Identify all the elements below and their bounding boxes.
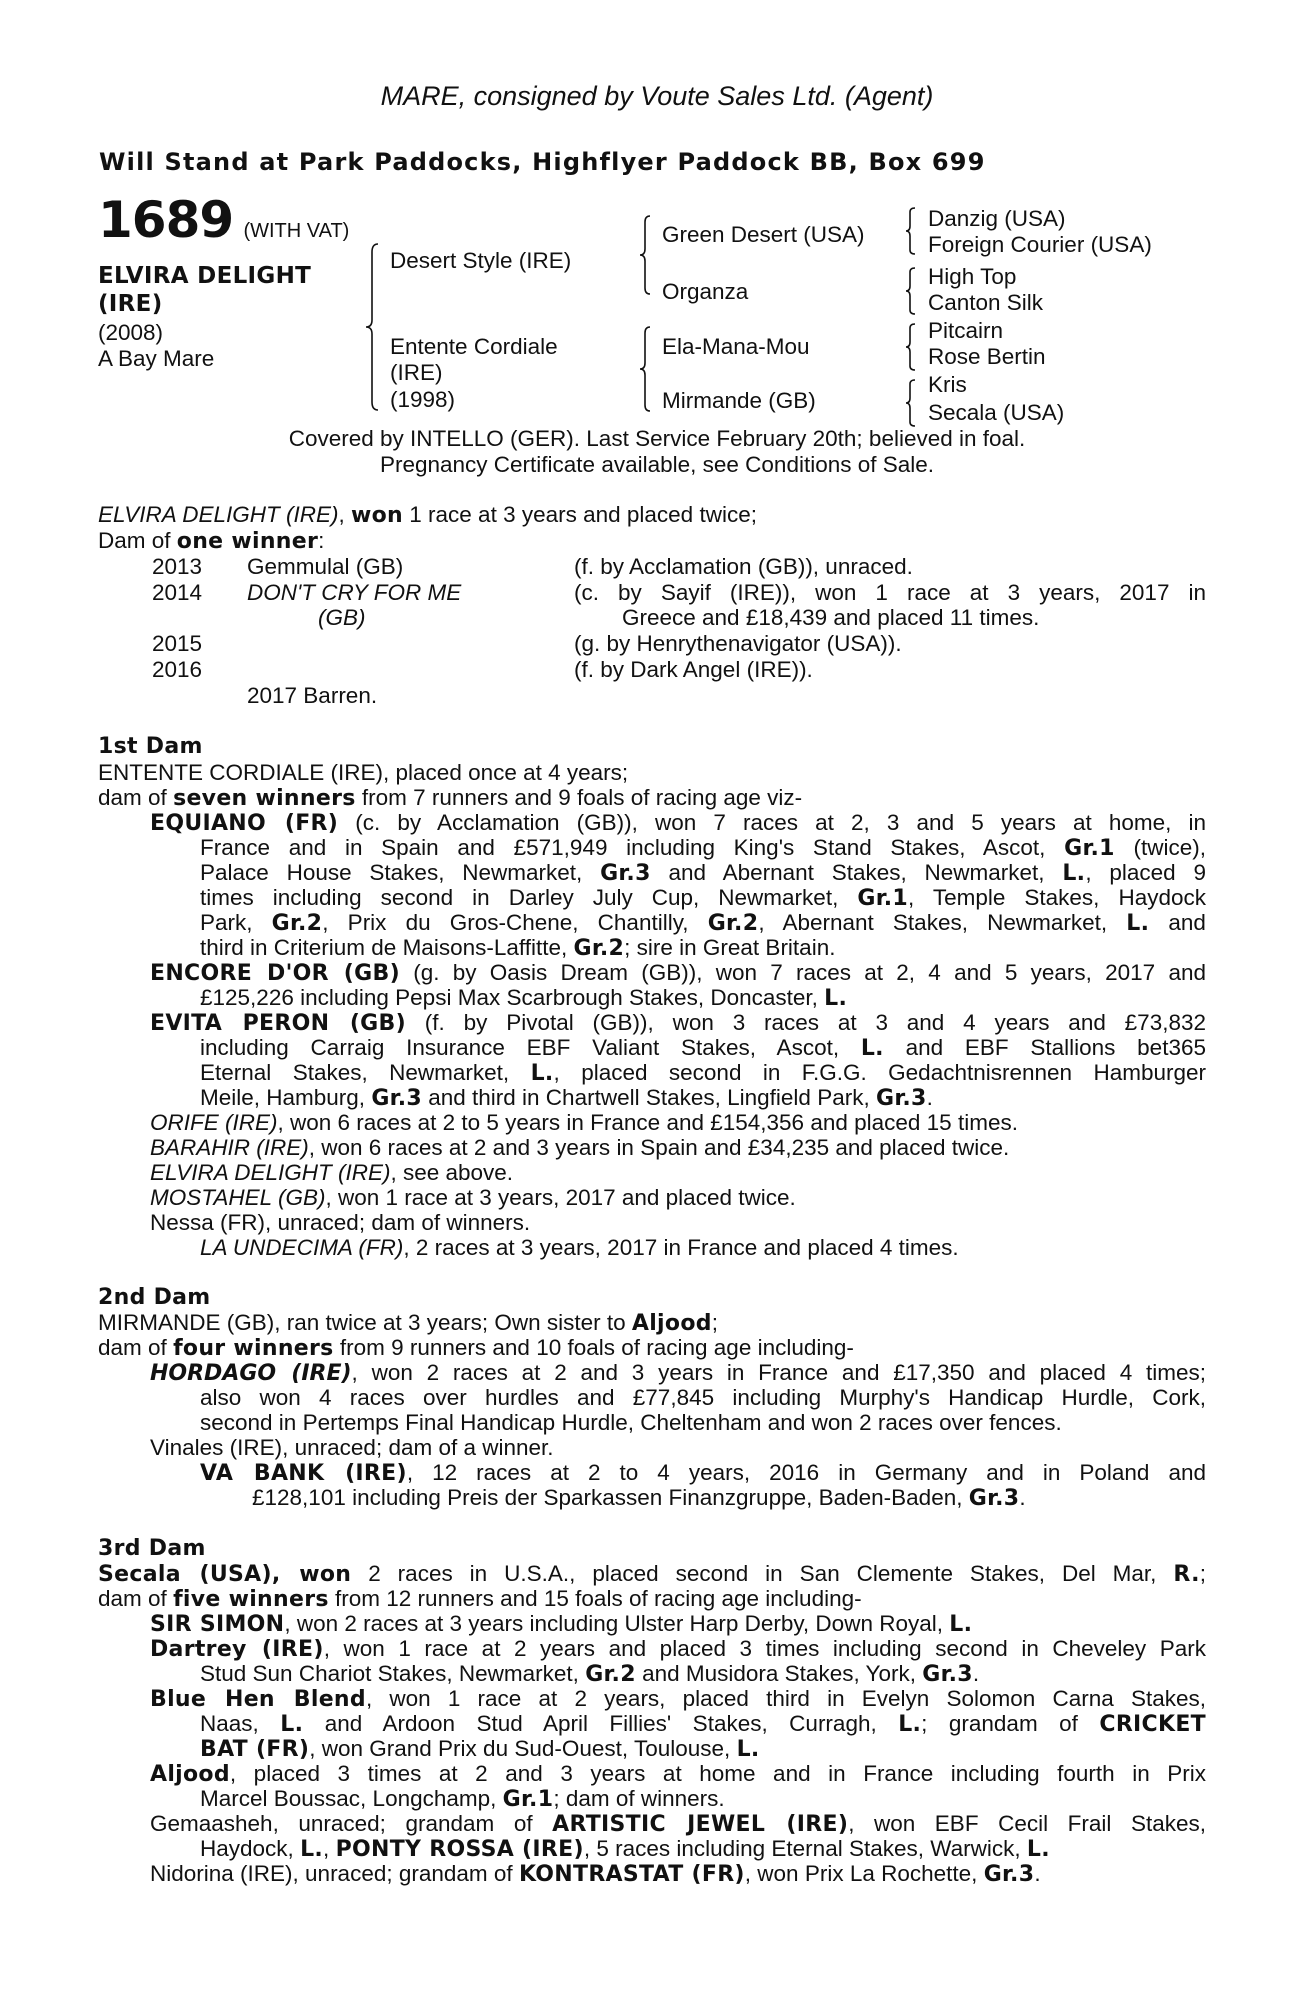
produce-details-cont: Greece and £18,439 and placed 11 times. [622,605,1040,630]
horse-name: EVITA PERON (GB) [150,1011,406,1036]
nidorina-line [150,1861,1041,1888]
dartrey-line-2 [200,1661,979,1688]
record-text: 2 races in U.S.A., placed second in San Clemente Stakes, Del Mar, [368,1561,1157,1586]
listed: L. [300,1837,324,1862]
produce-year: 2015 [152,631,203,656]
hordago-line-3: second in Pertemps Final Handicap Hurdle, Cheltenham and won 2 races over fences. [200,1410,1062,1435]
hordago-line-1 [150,1360,1206,1387]
grade: Gr.3 [968,1486,1020,1511]
evita-line-4 [200,1085,933,1112]
record-text: £128,101 including Preis der Sparkassen Finanzgruppe, Baden-Baden, [252,1485,963,1510]
sire: Desert Style (IRE) [390,248,572,273]
record-text: Gemaasheh, unraced; grandam of [150,1811,533,1836]
winner-count: seven winners [173,786,356,811]
record-text: , won 6 races at 2 to 5 years in France and £154,356 and placed 15 times. [277,1110,1018,1135]
horse-name: PONTY ROSSA (IRE) [335,1837,584,1862]
aljood-line-2 [200,1786,725,1813]
restricted: R. [1173,1562,1200,1587]
offspring-mostahel [150,1185,796,1211]
listed: L. [898,1712,922,1737]
produce-details: (c. by Sayif (IRE)), won 1 race at 3 years, 2017 in [574,580,1206,605]
grade: Gr.3 [922,1662,973,1687]
pedigree-brace-g3 [904,322,920,372]
dam-of-label: dam of [98,1586,167,1611]
record-text: , 5 races including Eternal Stakes, Warwick, [583,1836,1021,1861]
horse-name: LA UNDECIMA (FR) [200,1235,404,1260]
horse-name: ENCORE D'OR (GB) [150,961,400,986]
first-dam-line: ENTENTE CORDIALE (IRE), placed once at 4 years; [98,760,629,785]
second-dam-line [98,1310,718,1337]
runners-text: from 12 runners and 15 foals of racing age including- [335,1586,862,1611]
equiano-line-6 [200,935,835,962]
record-text: , won Grand Prix du Sud-Ouest, Toulouse, [309,1736,731,1761]
record-text: times including second in Darley July Cup, Newmarket, [200,885,839,910]
listed: L. [1062,861,1086,886]
second-dam-heading: 2nd Dam [98,1285,211,1310]
record-text: (twice), [1133,835,1206,860]
record-text: , won 6 races at 2 and 3 years in Spain and £34,235 and placed twice. [308,1135,1010,1160]
record-text: , won Prix La Rochette, [744,1861,978,1886]
listed: L. [736,1737,760,1762]
record-text: (f. by Pivotal (GB)), won 3 races at 3 and 4 years and £73,832 [424,1010,1206,1035]
barren-note: 2017 Barren. [247,683,378,708]
pedigree-brace-dam [638,325,656,413]
record-text: Palace House Stakes, Newmarket, [200,860,583,885]
listed: L. [860,1036,884,1061]
grandsire-1: Danzig (USA) [928,206,1066,231]
record-text: Eternal Stakes, Newmarket, [200,1060,510,1085]
horse-name: HORDAGO (IRE) [150,1361,352,1386]
horse-name: VA BANK (IRE) [200,1461,407,1486]
vinales-line: Vinales (IRE), unraced; dam of a winner. [150,1435,554,1460]
bluehen-line-1 [150,1686,1206,1713]
horse-name: EQUIANO (FR) [150,811,339,836]
hordago-line-2: also won 4 races over hurdles and £77,845 including Murphy's Handicap Hurdle, Cork, [200,1385,1206,1410]
grandsire-2: High Top [928,264,1017,289]
dam-of-label: Dam of [98,528,171,553]
horse-name: Blue Hen Blend [150,1687,366,1712]
vat-note: (WITH VAT) [243,220,350,242]
equiano-line-3 [200,860,1206,887]
mare-name: ELVIRA DELIGHT (IRE) [98,502,339,527]
dam-of-label: dam of [98,785,167,810]
won-label: , won [271,1562,352,1587]
dam-name: Entente Cordiale [390,334,558,359]
mare-record: ELVIRA DELIGHT (IRE), won 1 race at 3 years and placed twice; [98,502,757,528]
horse-name: Dartrey (IRE) [150,1637,324,1662]
evita-line-1 [150,1010,1206,1037]
grade: Gr.1 [857,886,908,911]
pedigree-brace-main [364,242,384,412]
vabank-line-2 [252,1485,1026,1512]
produce-name: Gemmulal (GB) [247,554,404,579]
sire-dam: Organza [662,279,749,304]
produce-name: DON'T CRY FOR ME [247,580,462,605]
record-text: ; sire in Great Britain. [624,935,836,960]
record-text: , Temple Stakes, Haydock [907,885,1206,910]
record-text: third in Criterium de Maisons-Laffitte, [200,935,568,960]
listed: L. [949,1612,973,1637]
grade: Gr.1 [1064,836,1115,861]
winner-count: five winners [173,1587,329,1612]
first-dam-heading: 1st Dam [98,734,203,759]
horse-name: ELVIRA DELIGHT (IRE) [150,1160,391,1185]
third-dam-summary [98,1586,862,1613]
record-text: , placed 3 times at 2 and 3 years at home and in France including fourth in Prix [229,1761,1206,1786]
listed: L. [1126,911,1150,936]
grade: Gr.3 [371,1086,422,1111]
record-text: and third in Chartwell Stakes, Lingfield Park, [428,1085,870,1110]
winner-count: four winners [173,1336,334,1361]
record-text: and EBF Stallions bet365 [905,1035,1206,1060]
horse-name: Aljood [631,1311,712,1336]
record-text: , Prix du Gros-Chene, Chantilly, [322,910,689,935]
produce-details: (f. by Dark Angel (IRE)). [574,657,813,682]
record-text: Naas, [200,1711,259,1736]
equiano-line-4 [200,885,1206,912]
granddam-3: Rose Bertin [928,344,1046,369]
produce-name-suffix: (GB) [318,605,366,630]
record-text: , won EBF Cecil Frail Stakes, [848,1811,1206,1836]
pregnancy-note: Pregnancy Certificate available, see Conditions of Sale. [379,452,935,477]
grade: Gr.3 [983,1862,1035,1887]
granddam-4: Secala (USA) [928,400,1065,425]
third-dam-heading: 3rd Dam [98,1536,206,1561]
record-text: ; dam of winners. [553,1786,725,1811]
produce-details: (f. by Acclamation (GB)), unraced. [574,554,913,579]
lot-number: 1689 [98,191,234,249]
record-text: , won 1 race at 2 years and placed 3 times including second in Cheveley Park [323,1636,1206,1661]
record-text: Haydock, [200,1836,294,1861]
horse-name: BARAHIR (IRE) [150,1135,309,1160]
grade: Gr.2 [707,911,759,936]
pedigree-brace-g4 [904,378,920,428]
listed: L. [530,1061,554,1086]
mare-record-text: 1 race at 3 years and placed twice; [409,502,757,527]
produce-details: (g. by Henrythenavigator (USA)). [574,631,902,656]
record-text: , Abernant Stakes, Newmarket, [758,910,1108,935]
encore-line-1 [150,960,1206,987]
granddam-1: Foreign Courier (USA) [928,232,1152,257]
listed: L. [824,986,848,1011]
grade: Gr.2 [271,911,323,936]
sire-sire: Green Desert (USA) [662,222,865,247]
dam-of-label: dam of [98,1335,167,1360]
lot-header [98,191,350,249]
stand-location: Will Stand at Park Paddocks, Highflyer Paddock BB, Box 699 [99,148,986,176]
offspring-elvira [150,1160,513,1186]
produce-year: 2016 [152,657,203,682]
produce-year: 2014 [152,580,203,605]
record-text: (g. by Oasis Dream (GB)), won 7 races at 2, 4 and 5 years, 2017 and [413,960,1206,985]
record-text: , won 2 races at 3 years including Ulster Harp Derby, Down Royal, [284,1611,943,1636]
record-text: Park, [200,910,253,935]
record-text: Meile, Hamburg, [200,1085,366,1110]
horse-name: MOSTAHEL (GB) [150,1185,326,1210]
record-text: . [926,1085,933,1110]
horse-name: ARTISTIC JEWEL (IRE) [552,1812,849,1837]
horse-name: KONTRASTAT (FR) [518,1862,745,1887]
bluehen-line-2 [200,1711,1206,1738]
evita-line-3 [200,1060,1206,1087]
record-text: . [972,1661,980,1686]
covering-note: Covered by INTELLO (GER). Last Service February 20th; believed in foal. [288,426,1026,451]
record-text: , 12 races at 2 to 4 years, 2016 in Germany and in Poland and [406,1460,1207,1485]
record-text: ; [711,1310,719,1335]
first-dam-summary [98,785,802,812]
grade: Gr.2 [573,936,625,961]
equiano-line-1 [150,810,1206,837]
record-text: , [323,1836,330,1861]
gemaasheh-line-2 [200,1836,1050,1863]
grade: Gr.3 [600,861,651,886]
record-text: Nidorina (IRE), unraced; grandam of [150,1861,513,1886]
pedigree-brace-g2 [904,266,920,316]
encore-line-2 [200,985,847,1012]
record-text: ; grandam of [921,1711,1078,1736]
listed: L. [1026,1837,1050,1862]
equiano-line-2 [200,835,1206,862]
record-text: and [1168,910,1206,935]
bluehen-line-3 [200,1736,760,1763]
runners-text: from 7 runners and 9 foals of racing age viz- [361,785,803,810]
won-label: won [350,503,403,528]
record-text: , placed 9 [1085,860,1206,885]
second-dam-summary [98,1335,854,1362]
runners-text: from 9 runners and 10 foals of racing age including- [339,1335,854,1360]
pedigree-brace-sire [638,214,656,296]
record-text: , won 1 race at 3 years, 2017 and placed twice. [325,1185,796,1210]
dartrey-line-1 [150,1636,1206,1663]
offspring-orife [150,1110,1018,1136]
horse-name: CRICKET [1099,1712,1206,1737]
record-text: , see above. [390,1160,514,1185]
colon: : [318,528,325,553]
record-text: , won 2 races at 2 and 3 years in France and £17,350 and placed 4 times; [351,1360,1206,1385]
record-text: , placed second in F.G.G. Gedachtnisrennen Hamburger [553,1060,1206,1085]
record-text: and Musidora Stakes, York, [642,1661,917,1686]
dam-sire: Ela-Mana-Mou [662,334,810,359]
consignor-line: MARE, consigned by Voute Sales Ltd. (Agent) [380,81,934,111]
dam-year: (1998) [390,387,456,412]
record-text: Marcel Boussac, Longchamp, [200,1786,497,1811]
evita-line-2 [200,1035,1206,1062]
winner-count: one winner [176,529,319,554]
record-text: France and in Spain and £571,949 including King's Stand Stakes, Ascot, [200,835,1046,860]
record-text: and Abernant Stakes, Newmarket, [668,860,1045,885]
offspring-sir-simon [150,1611,972,1638]
record-text: . [1034,1861,1041,1886]
grade: Gr.1 [502,1787,554,1812]
listed: L. [280,1712,304,1737]
offspring-nessa: Nessa (FR), unraced; dam of winners. [150,1210,531,1235]
horse-name: ELVIRA DELIGHT [98,263,312,289]
record-text: (c. by Acclamation (GB)), won 7 races at 2, 3 and 5 years at home, in [355,810,1206,835]
produce-year: 2013 [152,554,203,579]
offspring-undecima [200,1235,959,1261]
foaling-year: (2008) [98,320,164,345]
record-text: . [1019,1485,1026,1510]
third-dam-line [98,1561,1206,1588]
horse-name: Aljood [150,1762,230,1787]
pedigree-brace-g1 [904,206,920,256]
vabank-line-1 [200,1460,1206,1487]
aljood-line-1 [150,1761,1206,1788]
horse-name: ORIFE (IRE) [150,1110,278,1135]
dam-of-line [98,528,324,555]
record-text: and Ardoon Stud April Fillies' Stakes, Curragh, [324,1711,877,1736]
grade: Gr.2 [585,1662,636,1687]
grandsire-3: Pitcairn [928,318,1004,343]
grade: Gr.3 [875,1086,927,1111]
horse-name: SIR SIMON [150,1612,285,1637]
record-text: , 2 races at 3 years, 2017 in France and placed 4 times. [403,1235,959,1260]
horse-description: A Bay Mare [98,346,215,371]
record-text: including Carraig Insurance EBF Valiant Stakes, Ascot, [200,1035,840,1060]
offspring-barahir [150,1135,1009,1161]
horse-name: Secala (USA) [98,1562,272,1587]
gemaasheh-line-1 [150,1811,1206,1838]
grandsire-4: Kris [928,372,967,397]
record-text: £125,226 including Pepsi Max Scarbrough Stakes, Doncaster, [200,985,818,1010]
record-text: Stud Sun Chariot Stakes, Newmarket, [200,1661,579,1686]
record-text: ; [1199,1561,1206,1586]
record-text: , won 1 race at 2 years, placed third in Evelyn Solomon Carna Stakes, [365,1686,1207,1711]
dam-suffix: (IRE) [390,360,443,385]
equiano-line-5 [200,910,1206,937]
record-text: MIRMANDE (GB), ran twice at 3 years; Own sister to [98,1310,626,1335]
horse-name-suffix: (IRE) [98,291,163,317]
horse-name: BAT (FR) [200,1737,310,1762]
granddam-2: Canton Silk [928,290,1044,315]
dam-dam: Mirmande (GB) [662,388,816,413]
